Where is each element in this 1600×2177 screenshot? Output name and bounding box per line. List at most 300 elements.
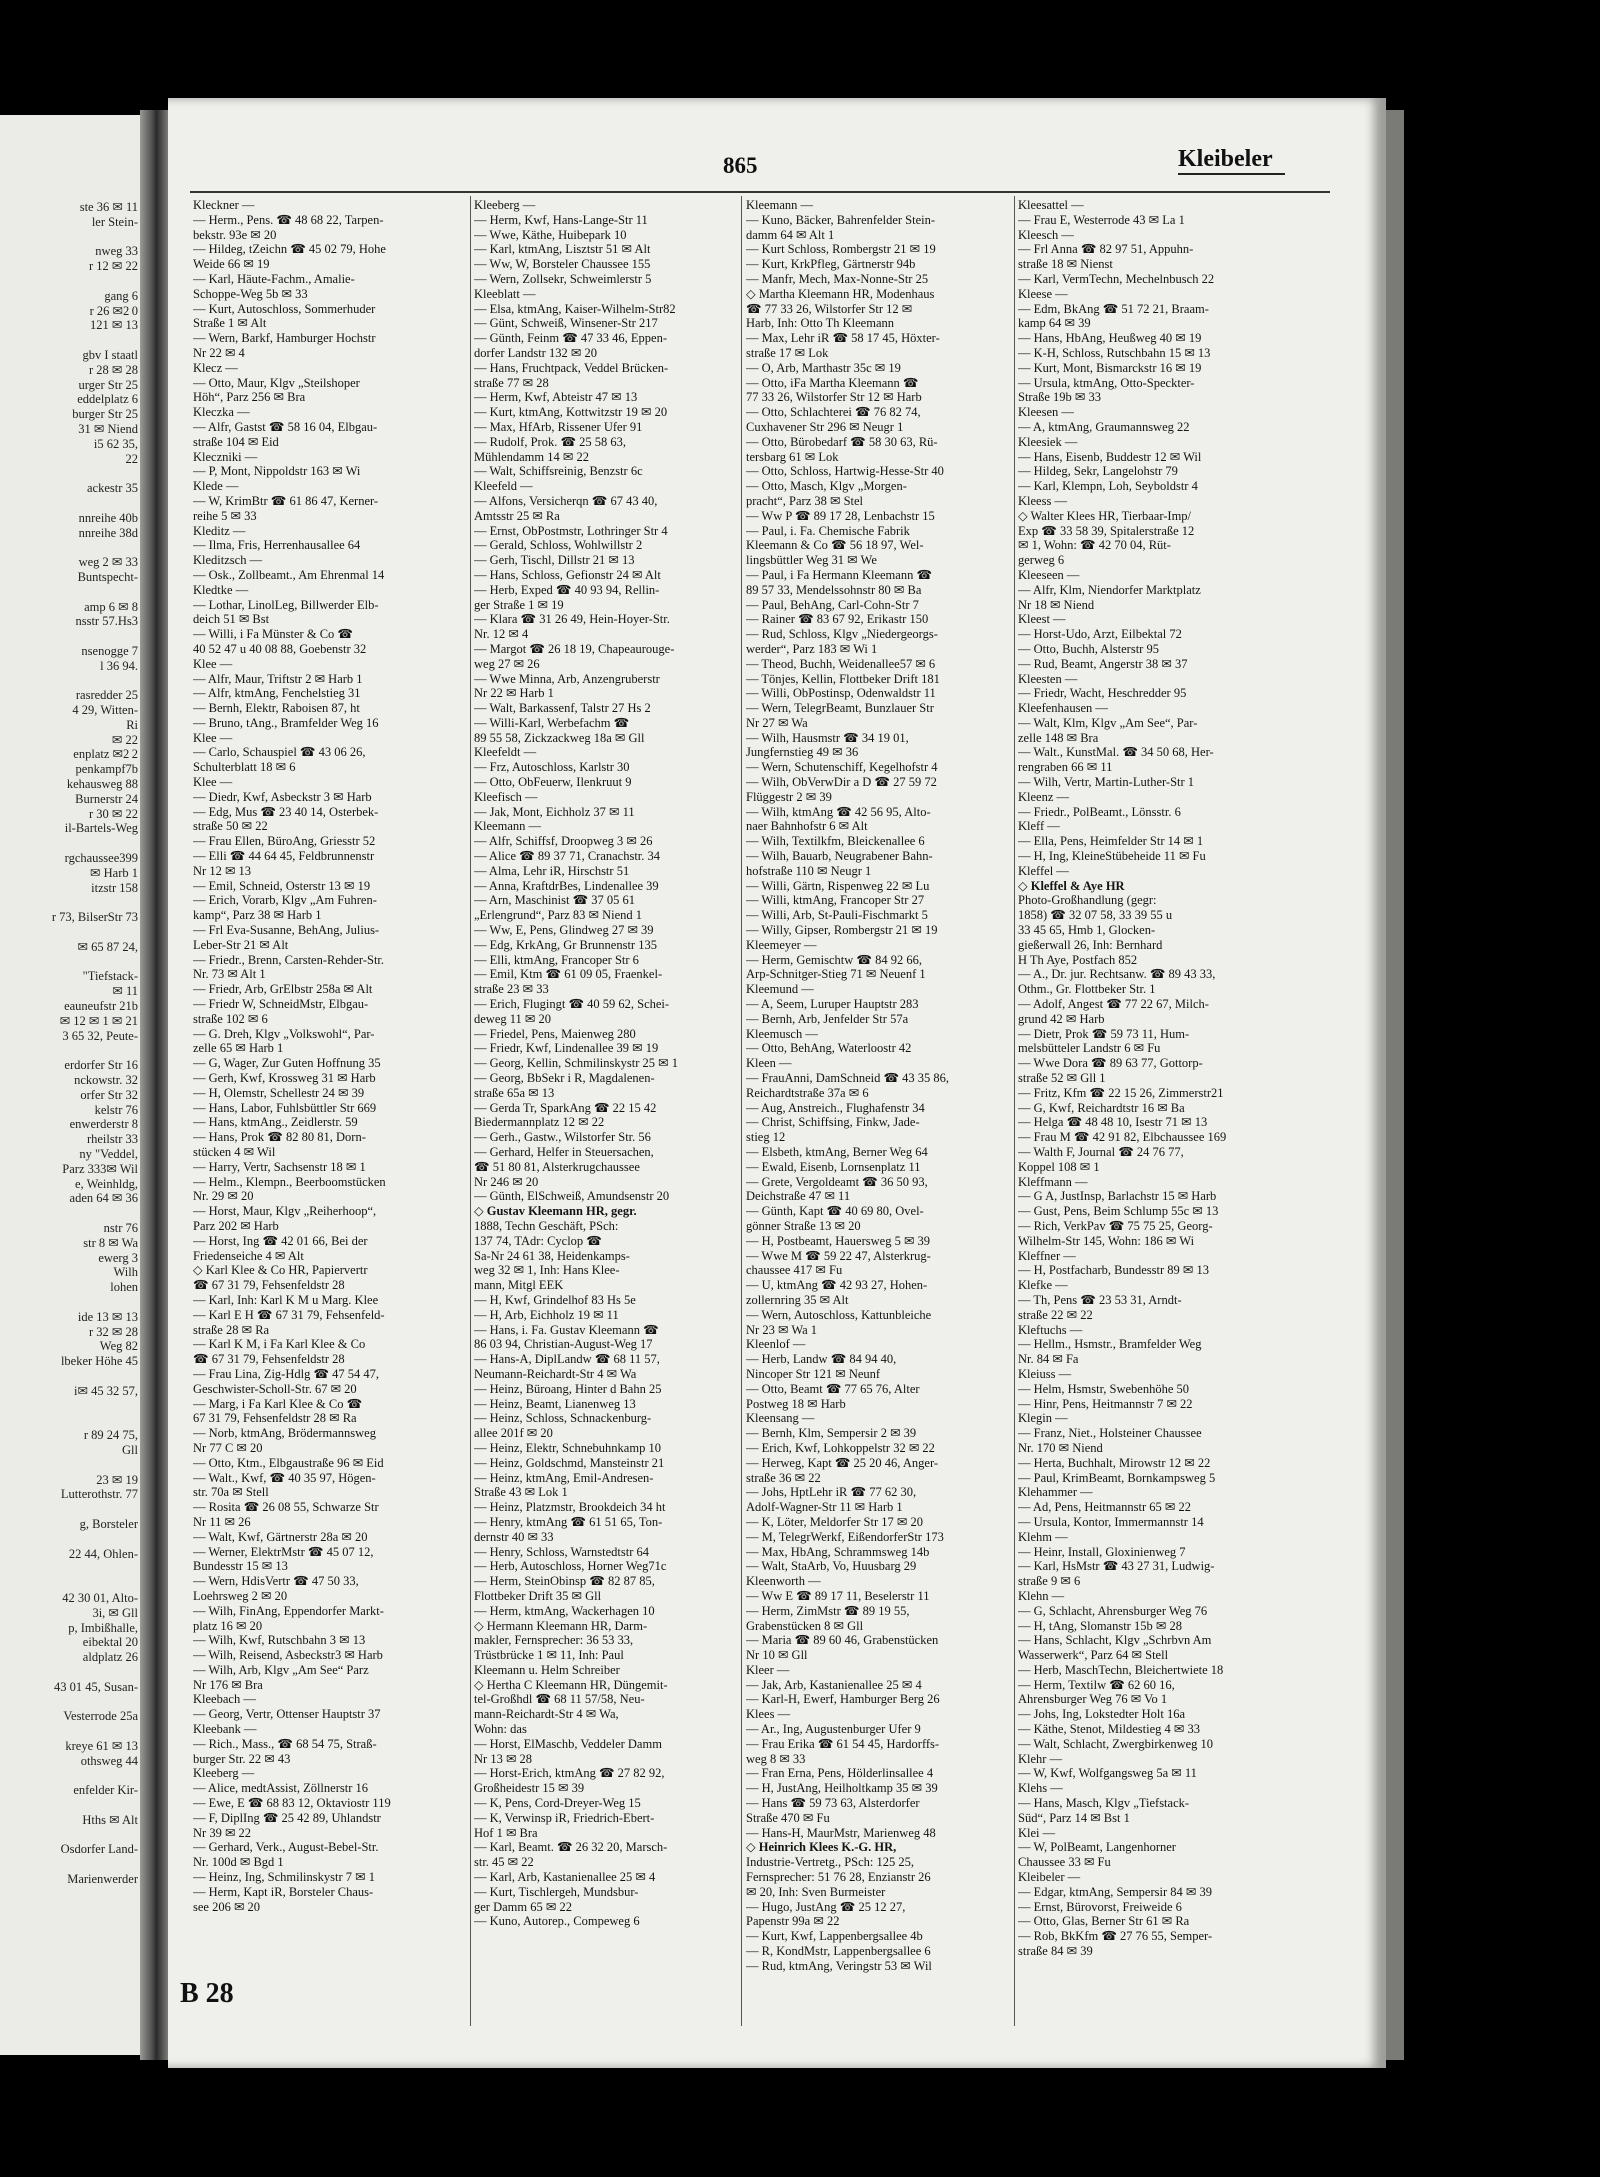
directory-entry-line: — Friedr., Brenn, Carsten-Rehder-Str. [193,952,385,967]
directory-entry-line: deweg 11 ✉ 20 [474,1011,552,1026]
left-page-fragment [2,1369,138,1384]
directory-entry-line: — Herm, Gemischtw ☎ 84 92 66, [746,952,922,967]
left-page-fragment: orfer Str 32 [80,1087,138,1102]
surname-heading: Kleenworth — [746,1574,821,1589]
surname-heading: Kleditzsch — [193,553,263,568]
directory-entry-line: — Friedr., PolBeamt., Lönsstr. 6 [1018,804,1181,819]
directory-entry-line: — Margot ☎ 26 18 19, Chapeaurouge- [474,641,675,656]
left-page-fragment: nsenogge 7 [81,643,138,658]
directory-entry-line: — Kurt, Autoschloss, Sommerhuder [193,301,376,316]
left-page-fragment: Buntspecht- [77,569,138,584]
left-page-fragment [2,1295,138,1310]
left-page-fragment [2,1399,138,1414]
directory-entry-line: 77 33 26, Wilstorfer Str 12 ✉ Harb [746,390,922,405]
surname-heading: Kleess — [1018,493,1067,508]
left-page-fragment: r 32 ✉ 28 [88,1324,138,1339]
left-page-fragment [2,1413,138,1428]
directory-entry-line: — Ww P ☎ 89 17 28, Lenbachstr 15 [746,508,935,523]
directory-entry-line: — Ilma, Fris, Herrenhausallee 64 [193,538,361,553]
left-page-fragment: i✉ 45 32 57, [74,1383,138,1398]
directory-entry-line: — Friedr, Kwf, Lindenallee 39 ✉ 19 [474,1041,659,1056]
directory-entry-line: — Rud, Schloss, Klgv „Niedergeorgs- [746,627,938,642]
surname-heading: Klehr — [1018,1751,1063,1766]
directory-entry-line: — Fritz, Kfm ☎ 22 15 26, Zimmerstr21 [1018,1085,1224,1100]
directory-entry-line: tersbarg 61 ✉ Lok [746,449,839,464]
surname-heading: Kleensang — [746,1411,815,1426]
surname-heading: Kleffner — [1018,1248,1076,1263]
directory-entry-line: — Herm, ZimMstr ☎ 89 19 55, [746,1603,910,1618]
directory-entry-line: Trüstbrücke 1 ✉ 11, Inh: Paul [474,1648,624,1663]
left-page-fragment: Marienwerder [67,1872,138,1887]
surname-heading: Klehammer — [1018,1485,1093,1500]
directory-entry-line: straße 77 ✉ 28 [474,375,549,390]
page-edge [1386,110,1404,2060]
directory-entry-line: werder“, Parz 183 ✉ Wi 1 [746,641,878,656]
left-page-fragment: Weg 82 [99,1339,138,1354]
directory-entry-line: — Aug, Anstreich., Flughafenstr 34 [746,1100,925,1115]
directory-entry-line: Weide 66 ✉ 19 [193,257,270,272]
directory-entry-line: — Karl, Klempn, Loh, Seyboldstr 4 [1018,479,1198,494]
directory-entry-line: zelle 65 ✉ Harb 1 [193,1041,284,1056]
directory-entry-line: — Carlo, Schauspiel ☎ 43 06 26, [193,745,366,760]
left-page-fragment: ewerg 3 [98,1250,138,1265]
directory-entry-line: — Ewe, E ☎ 68 83 12, Oktaviostr 119 [193,1796,391,1811]
directory-entry-line: Nr 13 ✉ 28 [474,1751,533,1766]
directory-entry-line: ☎ 77 33 26, Wilstorfer Str 12 ✉ [746,301,913,316]
firm-entry: ◇ Heinrich Klees K.-G. HR, [746,1840,897,1855]
directory-entry-line: — Elsbeth, ktmAng, Berner Weg 64 [746,1145,928,1159]
left-page-fragment [2,466,138,481]
left-page-fragment: str 8 ✉ Wa [83,1235,138,1250]
directory-entry-line: — K, Verwinsp iR, Friedrich-Ebert- [474,1810,655,1825]
directory-entry-line: — Kuno, Bäcker, Bahrenfelder Stein- [746,212,936,227]
directory-entry-line: mann-Reichardt-Str 4 ✉ Wa, [474,1707,619,1722]
directory-entry-line: Nr 77 C ✉ 20 [193,1440,263,1455]
left-page-fragment: Osdorfer Land- [60,1842,138,1857]
directory-entry-line: — Max, HbAng, Schrammsweg 14b [746,1544,930,1559]
directory-entry-line: melsbütteler Landstr 6 ✉ Fu [1018,1041,1161,1056]
directory-entry-line: — Heinr, Install, Gloxinienweg 7 [1018,1544,1186,1559]
directory-entry-line: — Fran Erna, Pens, Hölderlinsallee 4 [746,1766,934,1781]
directory-entry-line: — Erich, Kwf, Lohkoppelstr 32 ✉ 22 [746,1440,935,1455]
left-page-fragment [2,540,138,555]
directory-entry-line: — Walt, Barkassenf, Talstr 27 Hs 2 [474,701,651,716]
directory-entry-line: — K, Pens, Cord-Dreyer-Weg 15 [474,1796,641,1811]
directory-entry-line: Nr 22 ✉ 4 [193,345,245,360]
surname-heading: Klefke — [1018,1278,1068,1293]
directory-entry-line: — Werner, ElektrMstr ☎ 45 07 12, [193,1544,374,1559]
left-page-fragment: ✉ 11 [112,984,138,999]
book-gutter [140,110,170,2060]
left-page-fragment: enplatz ✉2 2 [73,747,138,762]
left-page-fragment: gang 6 [104,288,138,303]
left-page-fragment: ste 36 ✉ 11 [79,200,138,214]
directory-entry-line: — A., Dr. jur. Rechtsanw. ☎ 89 43 33, [1018,967,1216,982]
directory-entry-line: — Friedel, Pens, Maienweg 280 [474,1026,636,1041]
left-page-fragment: 42 30 01, Alto- [62,1590,138,1605]
directory-entry-line: see 206 ✉ 20 [193,1899,261,1914]
directory-entry-line: ☎ 51 80 81, Alsterkrugchaussee [474,1159,640,1174]
directory-entry-line: — Karl, Arb, Kastanienallee 25 ✉ 4 [474,1870,656,1885]
left-page-fragment: kelstr 76 [94,1102,138,1117]
directory-entry-line: — P, Mont, Nippoldstr 163 ✉ Wi [193,464,361,479]
directory-entry-line: — Th, Pens ☎ 23 53 31, Arndt- [1018,1292,1182,1307]
directory-entry-line: — FrauAnni, DamSchneid ☎ 43 35 86, [746,1071,950,1086]
directory-entry-line: — Adolf, Angest ☎ 77 22 67, Milch- [1018,997,1209,1012]
surname-heading: Kleibeler — [1018,1870,1081,1885]
left-page-fragment: Parz 333✉ Wil [62,1161,138,1176]
directory-entry-line: — Kurt, Kwf, Lappenbergsallee 4b [746,1929,923,1944]
surname-heading: Klee — [193,775,233,790]
left-page [0,115,140,2055]
directory-entry-line: — Gerald, Schloss, Wohlwillstr 2 [474,538,643,553]
directory-entry-line: — Otto, ObFeuerw, Ilenkruut 9 [474,775,632,790]
directory-entry-line: — Hans, Labor, Fuhlsbüttler Str 669 [193,1100,377,1115]
directory-entry-line: — Walt., Kwf, ☎ 40 35 97, Högen- [193,1470,376,1485]
directory-entry-line: — Hans-H, MaurMstr, Marienweg 48 [746,1825,936,1840]
left-page-fragment: r 73, BilserStr 73 [51,910,138,925]
surname-heading: Kleeberg — [193,1766,255,1781]
directory-entry-line: — Franz, Niet., Holsteiner Chaussee [1018,1426,1202,1441]
left-page-fragment: il-Bartels-Weg [64,821,138,836]
directory-entry-line: — O, Arb, Marthastr 35c ✉ 19 [746,360,901,375]
directory-entry-line: — Kurt, KrkPfleg, Gärtnerstr 94b [746,257,916,272]
left-page-fragment: ide 13 ✉ 13 [77,1309,138,1324]
directory-entry-line: weg 27 ✉ 26 [474,656,540,671]
directory-entry-line: — Frau M ☎ 42 91 82, Elbchaussee 169 [1018,1130,1227,1145]
directory-entry-line: — Ursula, Kontor, Immermannstr 14 [1018,1514,1204,1529]
directory-entry-line: 1858) ☎ 32 07 58, 33 39 55 u [1018,908,1173,923]
directory-entry-line: Leber-Str 21 ✉ Alt [193,937,289,952]
directory-entry-line: Friedenseiche 4 ✉ Alt [193,1248,304,1263]
left-page-fragment: Ri [126,717,138,732]
directory-entry-line: Straße 19b ✉ 33 [1018,390,1102,405]
directory-entry-line: — Herm, SteinObinsp ☎ 82 87 85, [474,1574,655,1589]
directory-entry-line: bekstr. 93e ✉ 20 [193,227,277,242]
directory-entry-line: — Horst, Maur, Klgv „Reiherhoop“, [193,1204,377,1219]
directory-entry-line: — K-H, Schloss, Rutschbahn 15 ✉ 13 [1018,345,1211,360]
directory-entry-line: zollernring 35 ✉ Alt [746,1292,849,1307]
directory-entry-line: Neumann-Reichardt-Str 4 ✉ Wa [474,1366,637,1381]
directory-entry-line: Nr 23 ✉ Wa 1 [746,1322,818,1337]
directory-entry-line: — Rud, Beamt, Angerstr 38 ✉ 37 [1018,656,1188,671]
directory-entry-line: — Ww, W, Borsteler Chaussee 155 [474,257,651,272]
directory-entry-line: — Walt., KunstMal. ☎ 34 50 68, Her- [1018,745,1214,760]
directory-entry-line: — Hans, Fruchtpack, Veddel Brücken- [474,360,669,375]
left-page-fragment: Burnerstr 24 [75,791,138,806]
directory-entry-line: Arp-Schnitger-Stieg 71 ✉ Neuenf 1 [746,967,926,982]
directory-entry-line: Postweg 18 ✉ Harb [746,1396,846,1411]
surname-heading: Kleesch — [1018,227,1074,242]
directory-entry-line: — Horst, ElMaschb, Veddeler Damm [474,1736,662,1751]
directory-entry-line: — Günth, Kapt ☎ 40 69 80, Ovel- [746,1204,924,1219]
left-page-fragment [2,496,138,511]
directory-entry-line: Nr 27 ✉ Wa [746,715,808,730]
right-page [168,98,1386,2068]
directory-entry-line: — M, TelegrWerkf, EißendorferStr 173 [746,1529,944,1544]
directory-entry-line: damm 64 ✉ Alt 1 [746,227,835,242]
directory-entry-line: Nr. 84 ✉ Fa [1018,1352,1079,1367]
directory-entry-line: Flüggestr 2 ✉ 39 [746,789,832,804]
directory-entry-line: zelle 148 ✉ Bra [1018,730,1099,745]
directory-entry-line: str. 45 ✉ 22 [474,1855,534,1870]
surname-heading: Kleczka — [193,405,250,420]
directory-entry-line: — Karl E H ☎ 67 31 79, Fehsenfeld- [193,1307,385,1322]
directory-entry-line: gerweg 6 [1018,553,1065,568]
directory-entry-line: — H, Kwf, Grindelhof 83 Hs 5e [474,1292,636,1307]
left-page-fragment: 31 ✉ Niend [78,421,138,436]
directory-entry-line: dorfer Landstr 132 ✉ 20 [474,345,597,360]
directory-entry-line: Nr. 29 ✉ 20 [193,1189,254,1204]
surname-heading: Kleeberg — [474,198,536,212]
directory-entry-line: — Hans, Schlacht, Klgv „Schrbvn Am [1018,1633,1212,1648]
left-page-fragment [2,1694,138,1709]
directory-entry-line: — Frl Anna ☎ 82 97 51, Appuhn- [1018,242,1194,257]
left-page-fragment [2,674,138,689]
surname-heading: Kleditz — [193,523,246,538]
directory-entry-line: straße 104 ✉ Eid [193,434,279,449]
directory-entry-line: ger Straße 1 ✉ 19 [474,597,564,612]
directory-entry-line: straße 50 ✉ 22 [193,819,268,834]
directory-entry-line: — Paul, i. Fa. Chemische Fabrik [746,523,910,538]
directory-entry-line: — Alfr, Klm, Niendorfer Marktplatz [1018,582,1201,597]
directory-entry-line: — Anna, KraftdrBes, Lindenallee 39 [474,878,659,893]
directory-entry-line: stieg 12 [746,1130,786,1145]
directory-entry-line: Wilhelm-Str 145, Wohn: 186 ✉ Wi [1018,1233,1195,1248]
surname-heading: Kleeseen — [1018,567,1080,582]
directory-entry-line: — Otto, Maur, Klgv „Steilshoper [193,375,360,390]
directory-entry-line: — Christ, Schiffsing, Finkw, Jade- [746,1115,920,1130]
directory-entry-line: — Hans ☎ 59 73 63, Alsterdorfer [746,1796,920,1811]
directory-entry-line: str. 70a ✉ Stell [193,1485,269,1500]
surname-heading: Kleenlof — [746,1337,806,1352]
directory-entry-line: — Rud, ktmAng, Veringstr 53 ✉ Wil [746,1958,932,1973]
surname-heading: Kleczniki — [193,449,258,464]
directory-entry-line: — Bernh, Klm, Sempersir 2 ✉ 39 [746,1426,917,1441]
surname-heading: Kleefisch — [474,789,538,804]
surname-heading: Kleffel — [1018,863,1069,878]
directory-entry-line: — Friedr, Arb, GrElbstr 258a ✉ Alt [193,982,373,997]
directory-entry-line: 89 57 33, Mendelssohnstr 80 ✉ Ba [746,582,922,597]
directory-entry-line: — Horst, Ing ☎ 42 01 66, Bei der [193,1233,368,1248]
directory-entry-line: — G, Wager, Zur Guten Hoffnung 35 [193,1056,381,1071]
directory-entry-line: — Marg, i Fa Karl Klee & Co ☎ [193,1396,363,1411]
directory-entry-line: Nr 12 ✉ 13 [193,863,252,878]
directory-entry-line: — Kuno, Autorep., Compeweg 6 [474,1914,640,1929]
surname-heading: Kleesten — [1018,671,1078,686]
directory-entry-line: 137 74, TAdr: Cyclop ☎ [474,1233,602,1248]
directory-entry-line: — Rich., Mass., ☎ 68 54 75, Straß- [193,1736,377,1751]
directory-entry-line: — Rich, VerkPav ☎ 75 75 25, Georg- [1018,1218,1213,1233]
directory-entry-line: — Alfr, Maur, Triftstr 2 ✉ Harb 1 [193,671,363,686]
directory-entry-line: — Ewald, Eisenb, Lornsenplatz 11 [746,1159,921,1174]
page-number: 865 [723,153,758,178]
left-page-fragment [2,836,138,851]
directory-entry-line: — Lothar, LinolLeg, Billwerder Elb- [193,597,379,612]
directory-entry-line: — Alice, medtAssist, Zöllnerstr 16 [193,1781,368,1796]
directory-entry-line: H Th Aye, Postfach 852 [1018,952,1138,967]
directory-entry-line: Chaussee 33 ✉ Fu [1018,1855,1111,1870]
column-1 [193,198,458,1914]
directory-entry-line: ◇ Karl Klee & Co HR, Papiervertr [193,1263,368,1278]
left-page-fragment [2,274,138,289]
directory-entry-line: — Osk., Zollbeamt., Am Ehrenmal 14 [193,567,385,582]
directory-entry-line: — Arn, Maschinist ☎ 37 05 61 [474,893,636,908]
left-page-fragment: erdorfer Str 16 [64,1058,138,1073]
directory-entry-line: — Wilh, Kwf, Rutschbahn 3 ✉ 13 [193,1633,366,1648]
directory-entry-line: — Herb, Exped ☎ 40 93 94, Rellin- [474,582,660,597]
directory-entry-line: — Hans, Eisenb, Buddestr 12 ✉ Wil [1018,449,1202,464]
directory-entry-line: Kleemann & Co ☎ 56 18 97, Wel- [746,538,924,553]
surname-heading: Kleebach — [193,1692,256,1707]
directory-entry-line: Reichardtstraße 37a ✉ 6 [746,1085,869,1100]
directory-entry-line: „Erlengrund“, Parz 83 ✉ Niend 1 [474,908,643,923]
left-page-fragment: urger Str 25 [78,377,138,392]
left-page-fragment: p, Imbißhalle, [68,1620,138,1635]
directory-entry-line: — Günth, Feinm ☎ 47 33 46, Eppen- [474,331,667,346]
surname-heading: Kleenz — [1018,789,1070,804]
directory-entry-line: — Wilh, Textilkfm, Bleickenallee 6 [746,834,925,849]
directory-entry-line: — H, tAng, Slomanstr 15b ✉ 28 [1018,1618,1182,1633]
left-page-fragment: eddelplatz 6 [77,392,138,407]
directory-entry-line: — Ernst, ObPostmstr, Lothringer Str 4 [474,523,668,538]
column-separator [741,196,742,2026]
directory-entry-line: — Edg, KrkAng, Gr Brunnenstr 135 [474,937,657,952]
directory-entry-line: 89 55 58, Zickzackweg 18a ✉ Gll [474,730,645,745]
left-page-fragment [2,1502,138,1517]
directory-entry-line: — Frau E, Westerrode 43 ✉ La 1 [1018,212,1185,227]
left-page-fragment: ✉ Harb 1 [90,865,138,880]
directory-entry-line: — H, Postbeamt, Hauersweg 5 ✉ 39 [746,1233,931,1248]
left-page-fragment: othsweg 44 [80,1753,138,1768]
left-page-fragment: r 89 24 75, [83,1428,138,1443]
left-page-fragment: gbv I staatl [82,347,138,362]
directory-entry-line: ✉ 20, Inh: Sven Burmeister [746,1884,886,1899]
directory-entry-line: rengraben 66 ✉ 11 [1018,760,1113,775]
surname-heading: Kleefeld — [474,479,533,494]
directory-entry-line: — Helga ☎ 48 48 10, Isestr 71 ✉ 13 [1018,1115,1208,1130]
directory-entry-line: — Willi, ObPostinsp, Odenwaldstr 11 [746,686,936,701]
directory-entry-line: — Frl Eva-Susanne, BehAng, Julius- [193,923,380,938]
surname-heading: Kleer — [746,1662,790,1677]
directory-entry-line: — Paul, KrimBeamt, Bornkampsweg 5 [1018,1470,1216,1485]
directory-entry-line: — Jak, Mont, Eichholz 37 ✉ 11 [474,804,635,819]
left-page-fragment: itzstr 158 [91,880,138,895]
directory-entry-line: — Gerhard, Helfer in Steuersachen, [474,1145,654,1159]
left-page-fragment: nstr 76 [103,1220,138,1235]
directory-entry-line: — Horst-Udo, Arzt, Eilbektal 72 [1018,627,1182,642]
directory-entry-line: — Wern, Zollsekr, Schweimlerstr 5 [474,271,652,286]
left-page-fragment [2,1798,138,1813]
directory-entry-line: — Alice ☎ 89 37 71, Cranachstr. 34 [474,849,661,864]
directory-entry-line: Cuxhavener Str 296 ✉ Neugr 1 [746,419,904,434]
directory-entry-line: — Alma, Lehr iR, Hirschstr 51 [474,863,630,878]
left-page-fragment: 22 [125,451,138,466]
directory-entry-line: deich 51 ✉ Bst [193,612,270,627]
directory-entry-line: chaussee 417 ✉ Fu [746,1263,843,1278]
surname-heading: Kleebank — [193,1722,257,1737]
directory-entry-line: — Otto, BehAng, Waterloostr 42 [746,1041,912,1056]
left-page-fragment [2,1206,138,1221]
directory-entry-line: — Walth F, Journal ☎ 24 76 77, [1018,1145,1184,1159]
directory-entry-line: — Alfr, ktmAng, Fenchelstieg 31 [193,686,361,701]
directory-entry-line: — Georg, Kellin, Schmilinskystr 25 ✉ 1 [474,1056,678,1071]
left-page-fragment: e, Weinhldg, [75,1176,138,1191]
directory-entry-line: burger Str. 22 ✉ 43 [193,1751,291,1766]
left-page-fragment: rasredder 25 [75,688,138,703]
directory-entry-line: — G A, JustInsp, Barlachstr 15 ✉ Harb [1018,1189,1217,1204]
left-page-fragment: nnreihe 40b [78,510,138,525]
directory-entry-line: Nincoper Str 121 ✉ Neunf [746,1366,881,1381]
directory-entry-line: — Otto, Schlachterei ☎ 76 82 74, [746,405,921,420]
directory-entry-line: — Karl, Inh: Karl K M u Marg. Klee [193,1292,379,1307]
directory-entry-line: — Walt, Kwf, Gärtnerstr 28a ✉ 20 [193,1529,368,1544]
left-page-fragment [2,1576,138,1591]
left-page-fragment: 121 ✉ 13 [90,318,138,333]
left-page-fragment [2,1768,138,1783]
directory-entry-line: Schulterblatt 18 ✉ 6 [193,760,296,775]
directory-entry-line: weg 32 ✉ 1, Inh: Hans Klee- [474,1263,620,1278]
left-page-fragment: 23 ✉ 19 [96,1472,138,1487]
directory-entry-line: — G, Schlacht, Ahrensburger Weg 76 [1018,1603,1208,1618]
directory-entry-line: Nr 11 ✉ 26 [193,1514,251,1529]
header-rule [190,191,1330,193]
left-page-fragment: r 26 ✉2 0 [89,303,138,318]
directory-entry-line: — Gerda Tr, SparkAng ☎ 22 15 42 [474,1100,657,1115]
directory-entry-line: straße 52 ✉ Gll 1 [1018,1071,1106,1086]
surname-heading: Kleemusch — [746,1026,818,1041]
directory-entry-line: ✉ 1, Wohn: ☎ 42 70 04, Rüt- [1018,538,1171,553]
left-page-fragment: nckowstr. 32 [74,1073,138,1088]
directory-entry-line: allee 201f ✉ 20 [474,1426,553,1441]
left-page-fragment: weg 2 ✉ 33 [78,555,138,570]
directory-entry-line: — Heinz, Elektr, Schnebuhnkamp 10 [474,1440,661,1455]
directory-entry-line: — G, Kwf, Reichardtstr 16 ✉ Ba [1018,1100,1185,1115]
directory-entry-line: Harb, Inh: Otto Th Kleemann [746,316,894,331]
directory-entry-line: — Otto, Glas, Berner Str 61 ✉ Ra [1018,1914,1190,1929]
directory-entry-line: Othm., Gr. Flottbeker Str. 1 [1018,982,1156,997]
directory-entry-line: — Hildeg, tZeichn ☎ 45 02 79, Hohe [193,242,386,257]
left-page-fragment [2,925,138,940]
directory-entry-line: — Willy, Gipser, Rombergstr 21 ✉ 19 [746,923,938,938]
directory-entry-line: — Diedr, Kwf, Asbeckstr 3 ✉ Harb [193,789,372,804]
left-page-fragment: amp 6 ✉ 8 [84,599,138,614]
directory-entry-line: — Herm., Pens. ☎ 48 68 22, Tarpen- [193,212,384,227]
left-page-fragment [2,1532,138,1547]
directory-entry-line: — Karl K M, i Fa Karl Klee & Co [193,1337,366,1352]
directory-entry-line: — Herb, MaschTechn, Bleichertwiete 18 [1018,1662,1224,1677]
directory-entry-line: — Elli ☎ 44 64 45, Feldbrunnenstr [193,849,375,864]
directory-entry-line: — U, ktmAng ☎ 42 93 27, Hohen- [746,1278,928,1293]
directory-entry-line: Jungfernstieg 49 ✉ 36 [746,745,859,760]
directory-entry-line: ☎ 67 31 79, Fehsenfeldstr 28 [193,1352,345,1367]
directory-entry-line: — Rainer ☎ 83 67 92, Erikastr 150 [746,612,929,627]
left-page-fragment: penkampf7b [75,762,138,777]
surname-heading: Kleemund — [746,982,814,997]
directory-entry-line: — Johs, HptLehr iR ☎ 77 62 30, [746,1485,917,1500]
left-page-fragment: Vesterrode 25a [63,1709,138,1724]
directory-entry-line: — F, DiplIng ☎ 25 42 89, Uhlandstr [193,1810,381,1825]
directory-entry-line: — Dietr, Prok ☎ 59 73 11, Hum- [1018,1026,1190,1041]
directory-entry-line: — Otto, Ktm., Elbgaustraße 96 ✉ Eid [193,1455,384,1470]
directory-entry-line: — Elsa, ktmAng, Kaiser-Wilhelm-Str82 [474,301,676,316]
column-4 [1018,198,1283,1959]
surname-heading: Kleftuchs — [1018,1322,1083,1337]
directory-entry-line: — Heinz, Beamt, Lianenweg 13 [474,1396,636,1411]
directory-entry-line: Nr. 12 ✉ 4 [474,627,529,642]
left-page-fragment: 4 29, Witten- [72,703,138,718]
left-page-fragment: 22 44, Ohlen- [68,1546,138,1561]
